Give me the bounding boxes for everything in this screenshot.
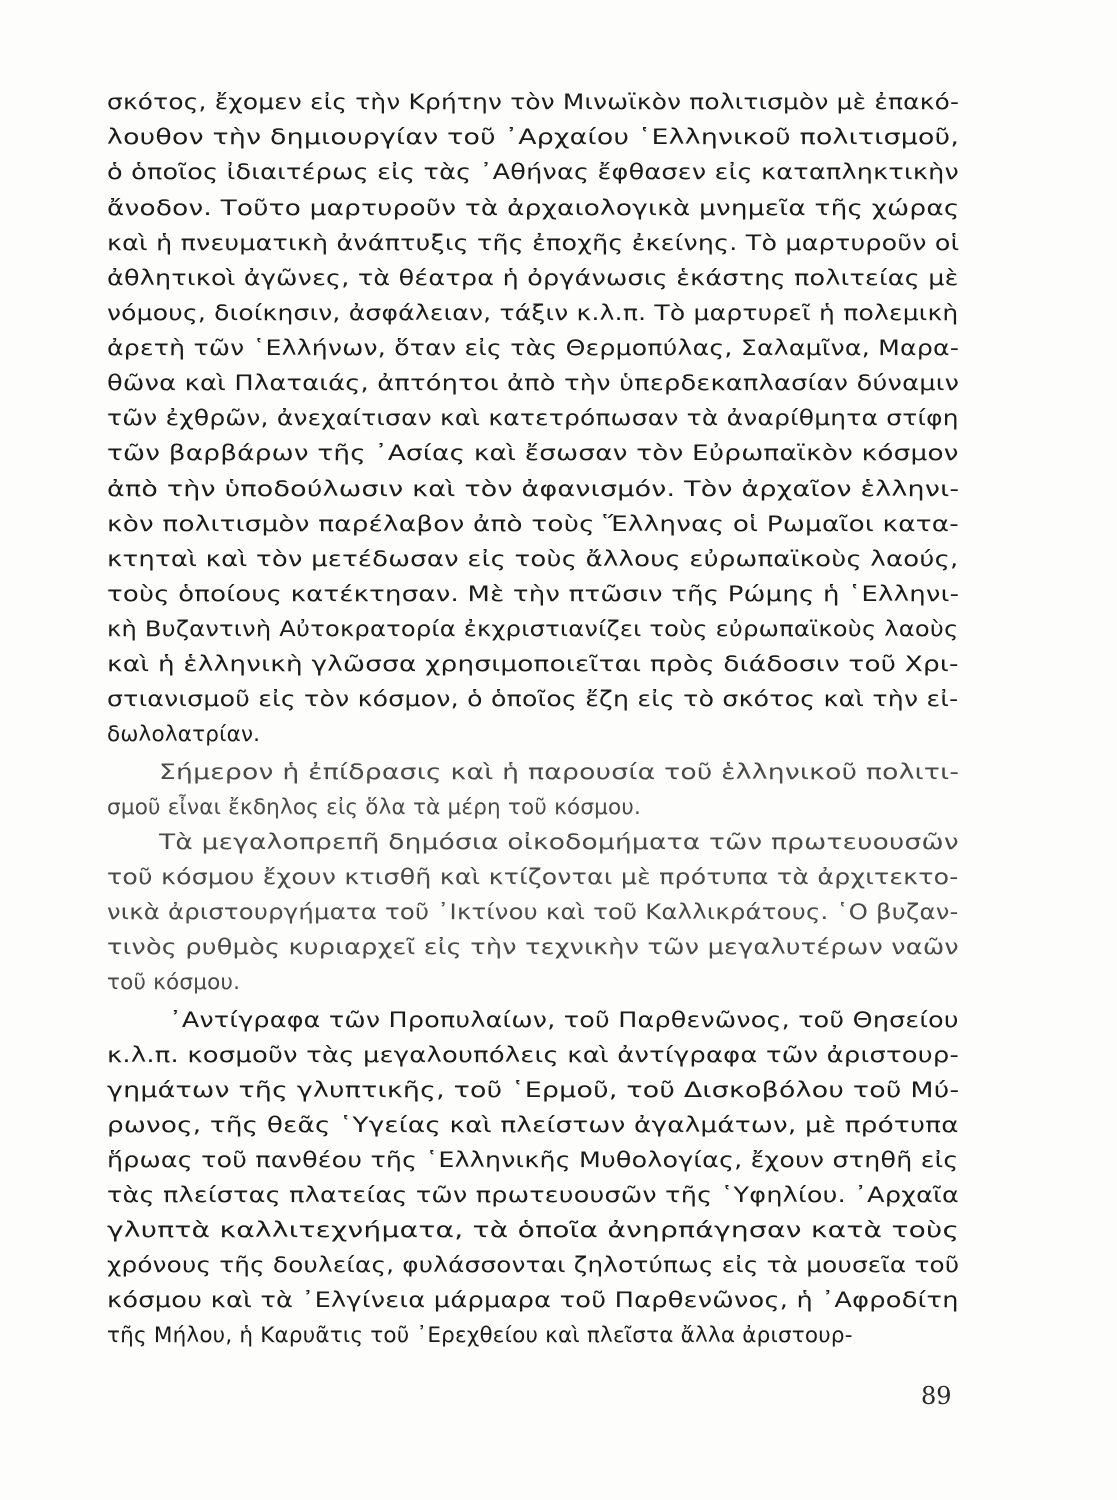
text-line: ἀρετὴ τῶν ῾Ελλήνων, ὅταν εἰς τὰς Θερμοπύλας, Σαλαμῖνα, Μαρα- xyxy=(107,336,960,361)
text-line: τὰς πλείστας πλατείας τῶν πρωτευουσῶν τῆς ῾Υφηλίου. ᾿Αρχαῖα xyxy=(107,1183,960,1208)
text-line: γλυπτὰ καλλιτεχνήματα, τὰ ὁποῖα ἀνηρπάγησαν κατὰ τοὺς xyxy=(107,1218,960,1243)
text-line: τῶν ἐχθρῶν, ἀνεχαίτισαν καὶ κατετρόπωσαν τὰ ἀναρίθμητα στίφη xyxy=(107,406,959,431)
text-line: κόσμου καὶ τὰ ᾿Ελγίνεια μάρμαρα τοῦ Παρθενῶνος, ἡ ᾿Αφροδίτη xyxy=(107,1288,959,1313)
text-line: κὴ Βυζαντινὴ Αὐτοκρατορία ἐκχριστιανίζει τοὺς εὐρωπαϊκοὺς λαοὺς xyxy=(107,617,959,642)
text-line: ὁ ὁποῖος ἰδιαιτέρως εἰς τὰς ᾿Αθήνας ἔφθασεν εἰς καταπληκτικὴν xyxy=(107,160,959,185)
text-line: κὸν πολιτισμὸν παρέλαβον ἀπὸ τοὺς Ἕλληνας οἱ Ρωμαῖοι κατα- xyxy=(107,512,959,537)
text-line: σμοῦ εἶναι ἔκδηλος εἰς ὅλα τὰ μέρη τοῦ κόσμου. xyxy=(107,795,642,820)
text-line: τινὸς ρυθμὸς κυριαρχεῖ εἰς τὴν τεχνικὴν τῶν μεγαλυτέρων ναῶν xyxy=(107,935,959,960)
text-line: τοῦ κόσμου. xyxy=(107,970,241,995)
text-line: δωλολατρίαν. xyxy=(107,722,261,747)
text-line: καὶ ἡ ἑλληνικὴ γλῶσσα χρησιμοποιεῖται πρὸς διάδοσιν τοῦ Χρι- xyxy=(107,652,959,677)
text-line: θῶνα καὶ Πλαταιάς, ἀπτόητοι ἀπὸ τὴν ὑπερδεκαπλασίαν δύναμιν xyxy=(107,371,960,396)
text-line: γημάτων τῆς γλυπτικῆς, τοῦ ῾Ερμοῦ, τοῦ Δισκοβόλου τοῦ Μύ- xyxy=(107,1078,960,1103)
text-line: ρωνος, τῆς θεᾶς ῾Υγείας καὶ πλείστων ἀγαλμάτων, μὲ πρότυπα xyxy=(107,1113,959,1138)
text-line: Σήμερον ἡ ἐπίδρασις καὶ ἡ παρουσία τοῦ ἑλληνικοῦ πολιτι- xyxy=(159,760,960,785)
text-line: τοῦ κόσμου ἔχουν κτισθῆ καὶ κτίζονται μὲ πρότυπα τὰ ἀρχιτεκτο- xyxy=(107,865,959,890)
text-line: ἀθλητικοὶ ἀγῶνες, τὰ θέατρα ἡ ὀργάνωσις ἑκάστης πολιτείας μὲ xyxy=(107,266,959,291)
text-line: χρόνους τῆς δουλείας, φυλάσσονται ζηλοτύπως εἰς τὰ μουσεῖα τοῦ xyxy=(107,1253,960,1278)
text-line: Τὰ μεγαλοπρεπῆ δημόσια οἰκοδομήματα τῶν πρωτευουσῶν xyxy=(159,830,959,855)
text-line: ἥρωας τοῦ πανθέου τῆς ῾Ελληνικῆς Μυθολογίας, ἔχουν στηθῆ εἰς xyxy=(107,1148,959,1173)
text-line: λουθον τὴν δημιουργίαν τοῦ ᾿Αρχαίου ῾Ελληνικοῦ πολιτισμοῦ, xyxy=(107,125,960,150)
text-line: νόμους, διοίκησιν, ἀσφάλειαν, τάξιν κ.λ.π. Τὸ μαρτυρεῖ ἡ πολεμικὴ xyxy=(107,301,959,326)
text-line: τῶν βαρβάρων τῆς ᾿Ασίας καὶ ἔσωσαν τὸν Εὐρωπαϊκὸν κόσμον xyxy=(107,441,959,466)
text-line: νικὰ ἀριστουργήματα τοῦ ᾿Ικτίνου καὶ τοῦ Καλλικράτους. ῾Ο βυζαν- xyxy=(107,900,959,925)
page-number: 89 xyxy=(921,1382,952,1410)
text-line: ᾿Αντίγραφα τῶν Προπυλαίων, τοῦ Παρθενῶνος, τοῦ Θησείου xyxy=(169,1008,959,1033)
text-line: τῆς Μήλου, ἡ Καρυᾶτις τοῦ ᾿Ερεχθείου καὶ πλεῖστα ἄλλα ἀριστουρ- xyxy=(107,1323,853,1348)
text-line: κ.λ.π. κοσμοῦν τὰς μεγαλουπόλεις καὶ ἀντίγραφα τῶν ἀριστουρ- xyxy=(107,1043,960,1068)
text-line: ἀπὸ τὴν ὑποδούλωσιν καὶ τὸν ἀφανισμόν. Τὸν ἀρχαῖον ἑλληνι- xyxy=(107,477,960,502)
text-line: ἄνοδον. Τοῦτο μαρτυροῦν τὰ ἀρχαιολογικὰ μνημεῖα τῆς χώρας xyxy=(107,196,960,221)
text-line: τοὺς ὁποίους κατέκτησαν. Μὲ τὴν πτῶσιν τῆς Ρώμης ἡ ῾Ελληνι- xyxy=(107,582,960,607)
text-line: σκότος, ἔχομεν εἰς τὴν Κρήτην τὸν Μινωϊκὸν πολιτισμὸν μὲ ἐπακό- xyxy=(107,90,960,115)
text-line: καὶ ἡ πνευματικὴ ἀνάπτυξις τῆς ἐποχῆς ἐκείνης. Τὸ μαρτυροῦν οἱ xyxy=(107,231,960,256)
text-line: στιανισμοῦ εἰς τὸν κόσμον, ὁ ὁποῖος ἔζη εἰς τὸ σκότος καὶ τὴν εἰ- xyxy=(107,687,959,712)
text-line: κτηταὶ καὶ τὸν μετέδωσαν εἰς τοὺς ἄλλους εὐρωπαϊκοὺς λαούς, xyxy=(107,547,959,572)
